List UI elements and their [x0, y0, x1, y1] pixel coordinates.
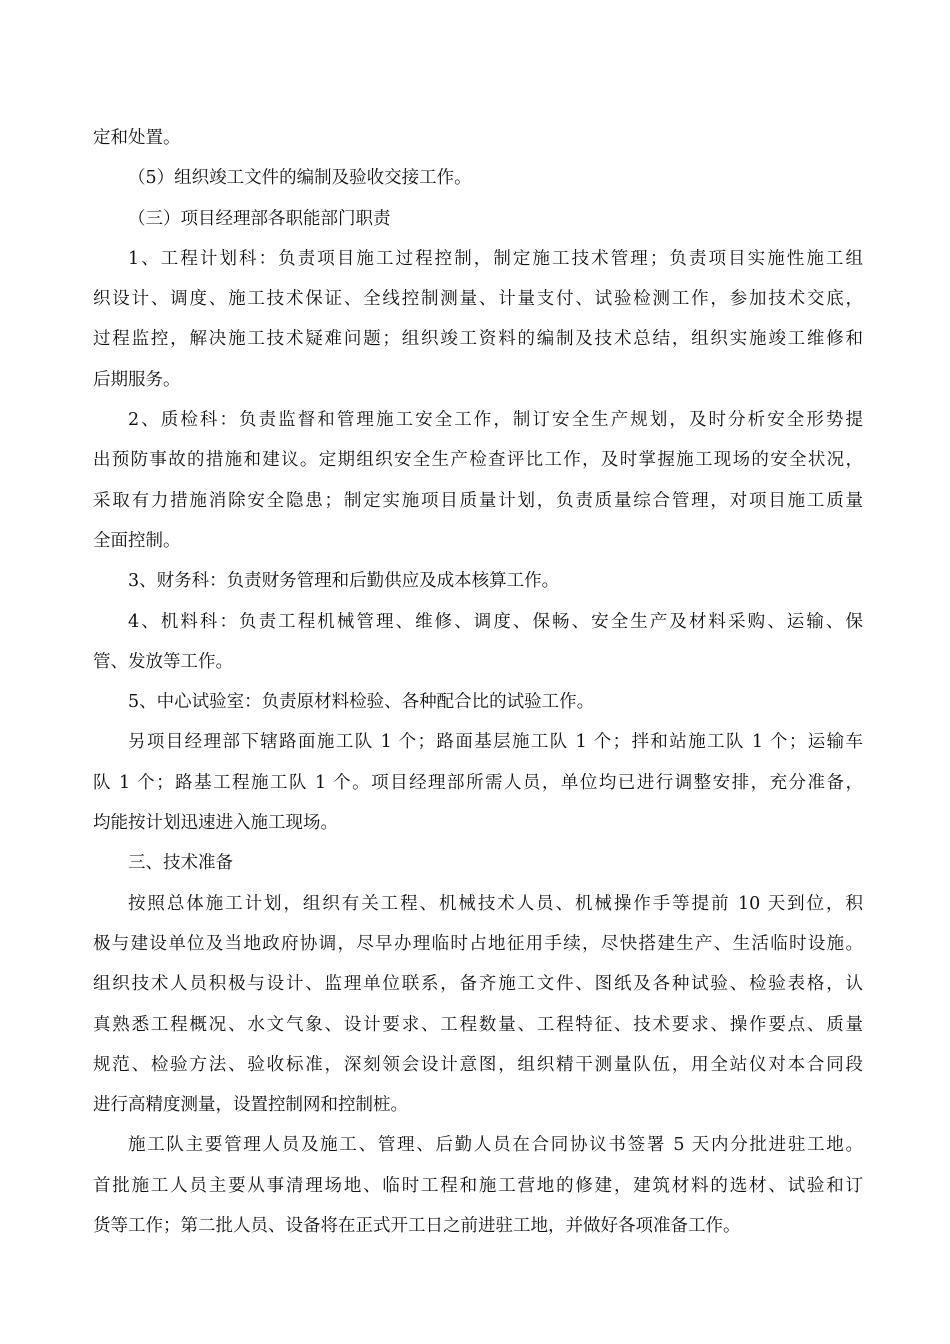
text-line: 按照总体施工计划，组织有关工程、机械技术人员、机械操作手等提前 10 天到位，积 [128, 893, 863, 914]
text-line: 队 1 个；路基工程施工队 1 个。项目经理部所需人员，单位均已进行调整安排，充分准备， [93, 772, 863, 793]
text-line: 过程监控，解决施工技术疑难问题；组织竣工资料的编制及技术总结，组织实施竣工维修和 [93, 329, 863, 350]
text-line: 真熟悉工程概况、水文气象、设计要求、工程数量、工程特征、技术要求、操作要点、质量 [93, 1014, 863, 1035]
text-line: 定和处置。 [93, 128, 181, 148]
document-body [93, 118, 863, 1246]
text-line: 采取有力措施消除安全隐患；制定实施项目质量计划，负责质量综合管理，对项目施工质量 [93, 490, 863, 511]
text-line: 4、机料科：负责工程机械管理、维修、调度、保畅、安全生产及材料采购、运输、保 [128, 611, 863, 632]
text-line: 极与建设单位及当地政府协调，尽早办理临时占地征用手续，尽快搭建生产、生活临时设施。 [93, 933, 863, 954]
text-line: 规范、检验方法、验收标准，深刻领会设计意图，组织精干测量队伍，用全站仪对本合同段 [93, 1054, 863, 1075]
text-line: 均能按计划迅速进入施工现场。 [93, 813, 338, 834]
text-line: 三、技术准备 [128, 853, 233, 874]
text-line: 出预防事故的措施和建议。定期组织安全生产检查评比工作，及时掌握施工现场的安全状况， [93, 450, 863, 471]
text-line: （5）组织竣工文件的编制及验收交接工作。 [128, 168, 472, 189]
text-line: 5、中心试验室：负责原材料检验、各种配合比的试验工作。 [128, 692, 595, 713]
text-line: 全面控制。 [93, 530, 181, 551]
text-line: 1、工程计划科：负责项目施工过程控制，制定施工技术管理；负责项目实施性施工组 [128, 248, 863, 269]
text-line: 进行高精度测量，设置控制网和控制桩。 [93, 1095, 408, 1116]
text-line: 2、质检科：负责监督和管理施工安全工作，制订安全生产规划，及时分析安全形势提 [128, 410, 863, 431]
text-line: 施工队主要管理人员及施工、管理、后勤人员在合同协议书签署 5 天内分批进驻工地。 [128, 1135, 863, 1156]
text-line: （三）项目经理部各职能部门职责 [128, 208, 391, 229]
text-line: 组织技术人员积极与设计、监理单位联系，备齐施工文件、图纸及各种试验、检验表格，认 [93, 974, 863, 995]
text-line: 3、财务科：负责财务管理和后勤供应及成本核算工作。 [128, 571, 560, 592]
text-line: 管、发放等工作。 [93, 651, 233, 672]
text-line: 货等工作；第二批人员、设备将在正式开工日之前进驻工地，并做好各项准备工作。 [93, 1216, 741, 1237]
text-line: 另项目经理部下辖路面施工队 1 个；路面基层施工队 1 个；拌和站施工队 1 个；运输车 [128, 732, 863, 753]
text-line: 首批施工人员主要从事清理场地、临时工程和施工营地的修建，建筑材料的选材、试验和订 [93, 1175, 863, 1196]
text-line: 织设计、调度、施工技术保证、全线控制测量、计量支付、试验检测工作，参加技术交底， [93, 289, 863, 310]
text-line: 后期服务。 [93, 369, 181, 390]
